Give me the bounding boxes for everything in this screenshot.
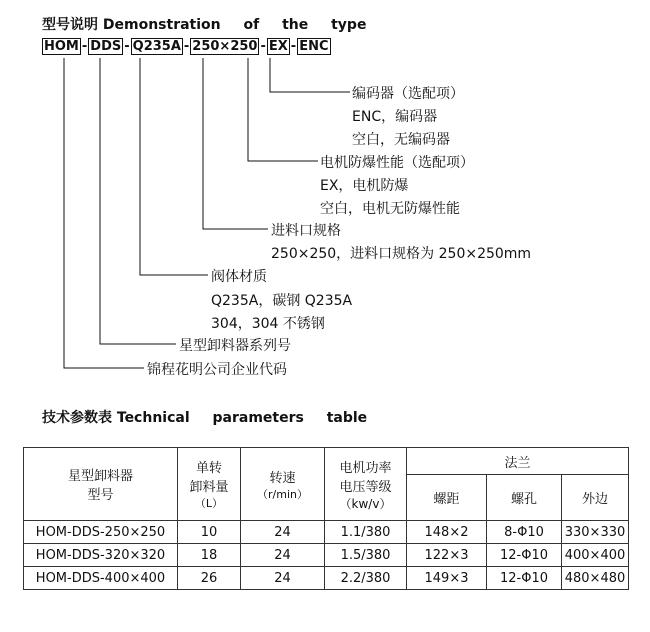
header-speed: 转速 （r/min） — [241, 448, 325, 521]
note-series-title: 星型卸料器系列号 — [179, 338, 291, 354]
table-row: HOM-DDS-320×320 18 24 1.5/380 122×3 12-Φ10 400×400 — [24, 544, 629, 567]
code-segment-ex: EX — [268, 39, 288, 54]
table-title-en: Technical parameters table — [116, 410, 368, 426]
note-encoder-line: ENC，编码器 — [352, 109, 438, 125]
note-ex-line: 空白，电机无防爆性能 — [320, 201, 460, 217]
code-segment-encoder: ENC — [299, 39, 329, 54]
table-title-cn: 技术参数表 — [42, 410, 112, 426]
code-separator: - — [290, 39, 297, 54]
code-separator: - — [183, 39, 190, 54]
table-row: HOM-DDS-250×250 10 24 1.1/380 148×2 8-Φ10 330×330 — [24, 521, 629, 544]
header-model: 星型卸料器 型号 — [24, 448, 178, 521]
header-flange-holes: 螺孔 — [487, 475, 562, 521]
note-inlet-line: 250×250，进料口规格为 250×250mm — [271, 246, 532, 262]
code-segment-material: Q235A — [132, 39, 181, 54]
note-encoder-line: 空白，无编码器 — [352, 132, 450, 148]
table-row: HOM-DDS-400×400 26 24 2.2/380 149×3 12-Φ10 480×480 — [24, 567, 629, 590]
code-separator: - — [260, 39, 266, 54]
code-segment-inlet: 250×250 — [192, 39, 258, 54]
note-company-title: 锦程花明公司企业代码 — [147, 362, 287, 378]
code-separator: - — [81, 39, 88, 54]
model-title-en: Demonstration of the type — [102, 17, 367, 33]
table-title — [42, 407, 367, 427]
header-flange: 法兰 — [407, 448, 629, 475]
note-material-line: Q235A，碳钢 Q235A — [211, 293, 353, 309]
header-discharge: 单转 卸料量 （L） — [178, 448, 241, 521]
header-power: 电机功率 电压等级 （kw/v） — [325, 448, 407, 521]
note-material-line: 304，304 不锈钢 — [211, 316, 325, 332]
note-ex-line: EX，电机防爆 — [320, 178, 409, 194]
header-flange-pitch: 螺距 — [407, 475, 487, 521]
header-flange-outer: 外边 — [562, 475, 629, 521]
model-title-cn: 型号说明 — [42, 17, 98, 33]
note-ex-title: 电机防爆性能（选配项） — [320, 155, 474, 171]
note-material-title: 阀体材质 — [211, 269, 267, 285]
code-segment-company: HOM — [44, 39, 79, 54]
parameters-table — [23, 447, 629, 590]
code-segment-series: DDS — [90, 39, 122, 54]
note-encoder-title: 编码器（选配项） — [352, 86, 464, 102]
code-separator: - — [124, 39, 130, 54]
note-inlet-title: 进料口规格 — [271, 223, 341, 239]
